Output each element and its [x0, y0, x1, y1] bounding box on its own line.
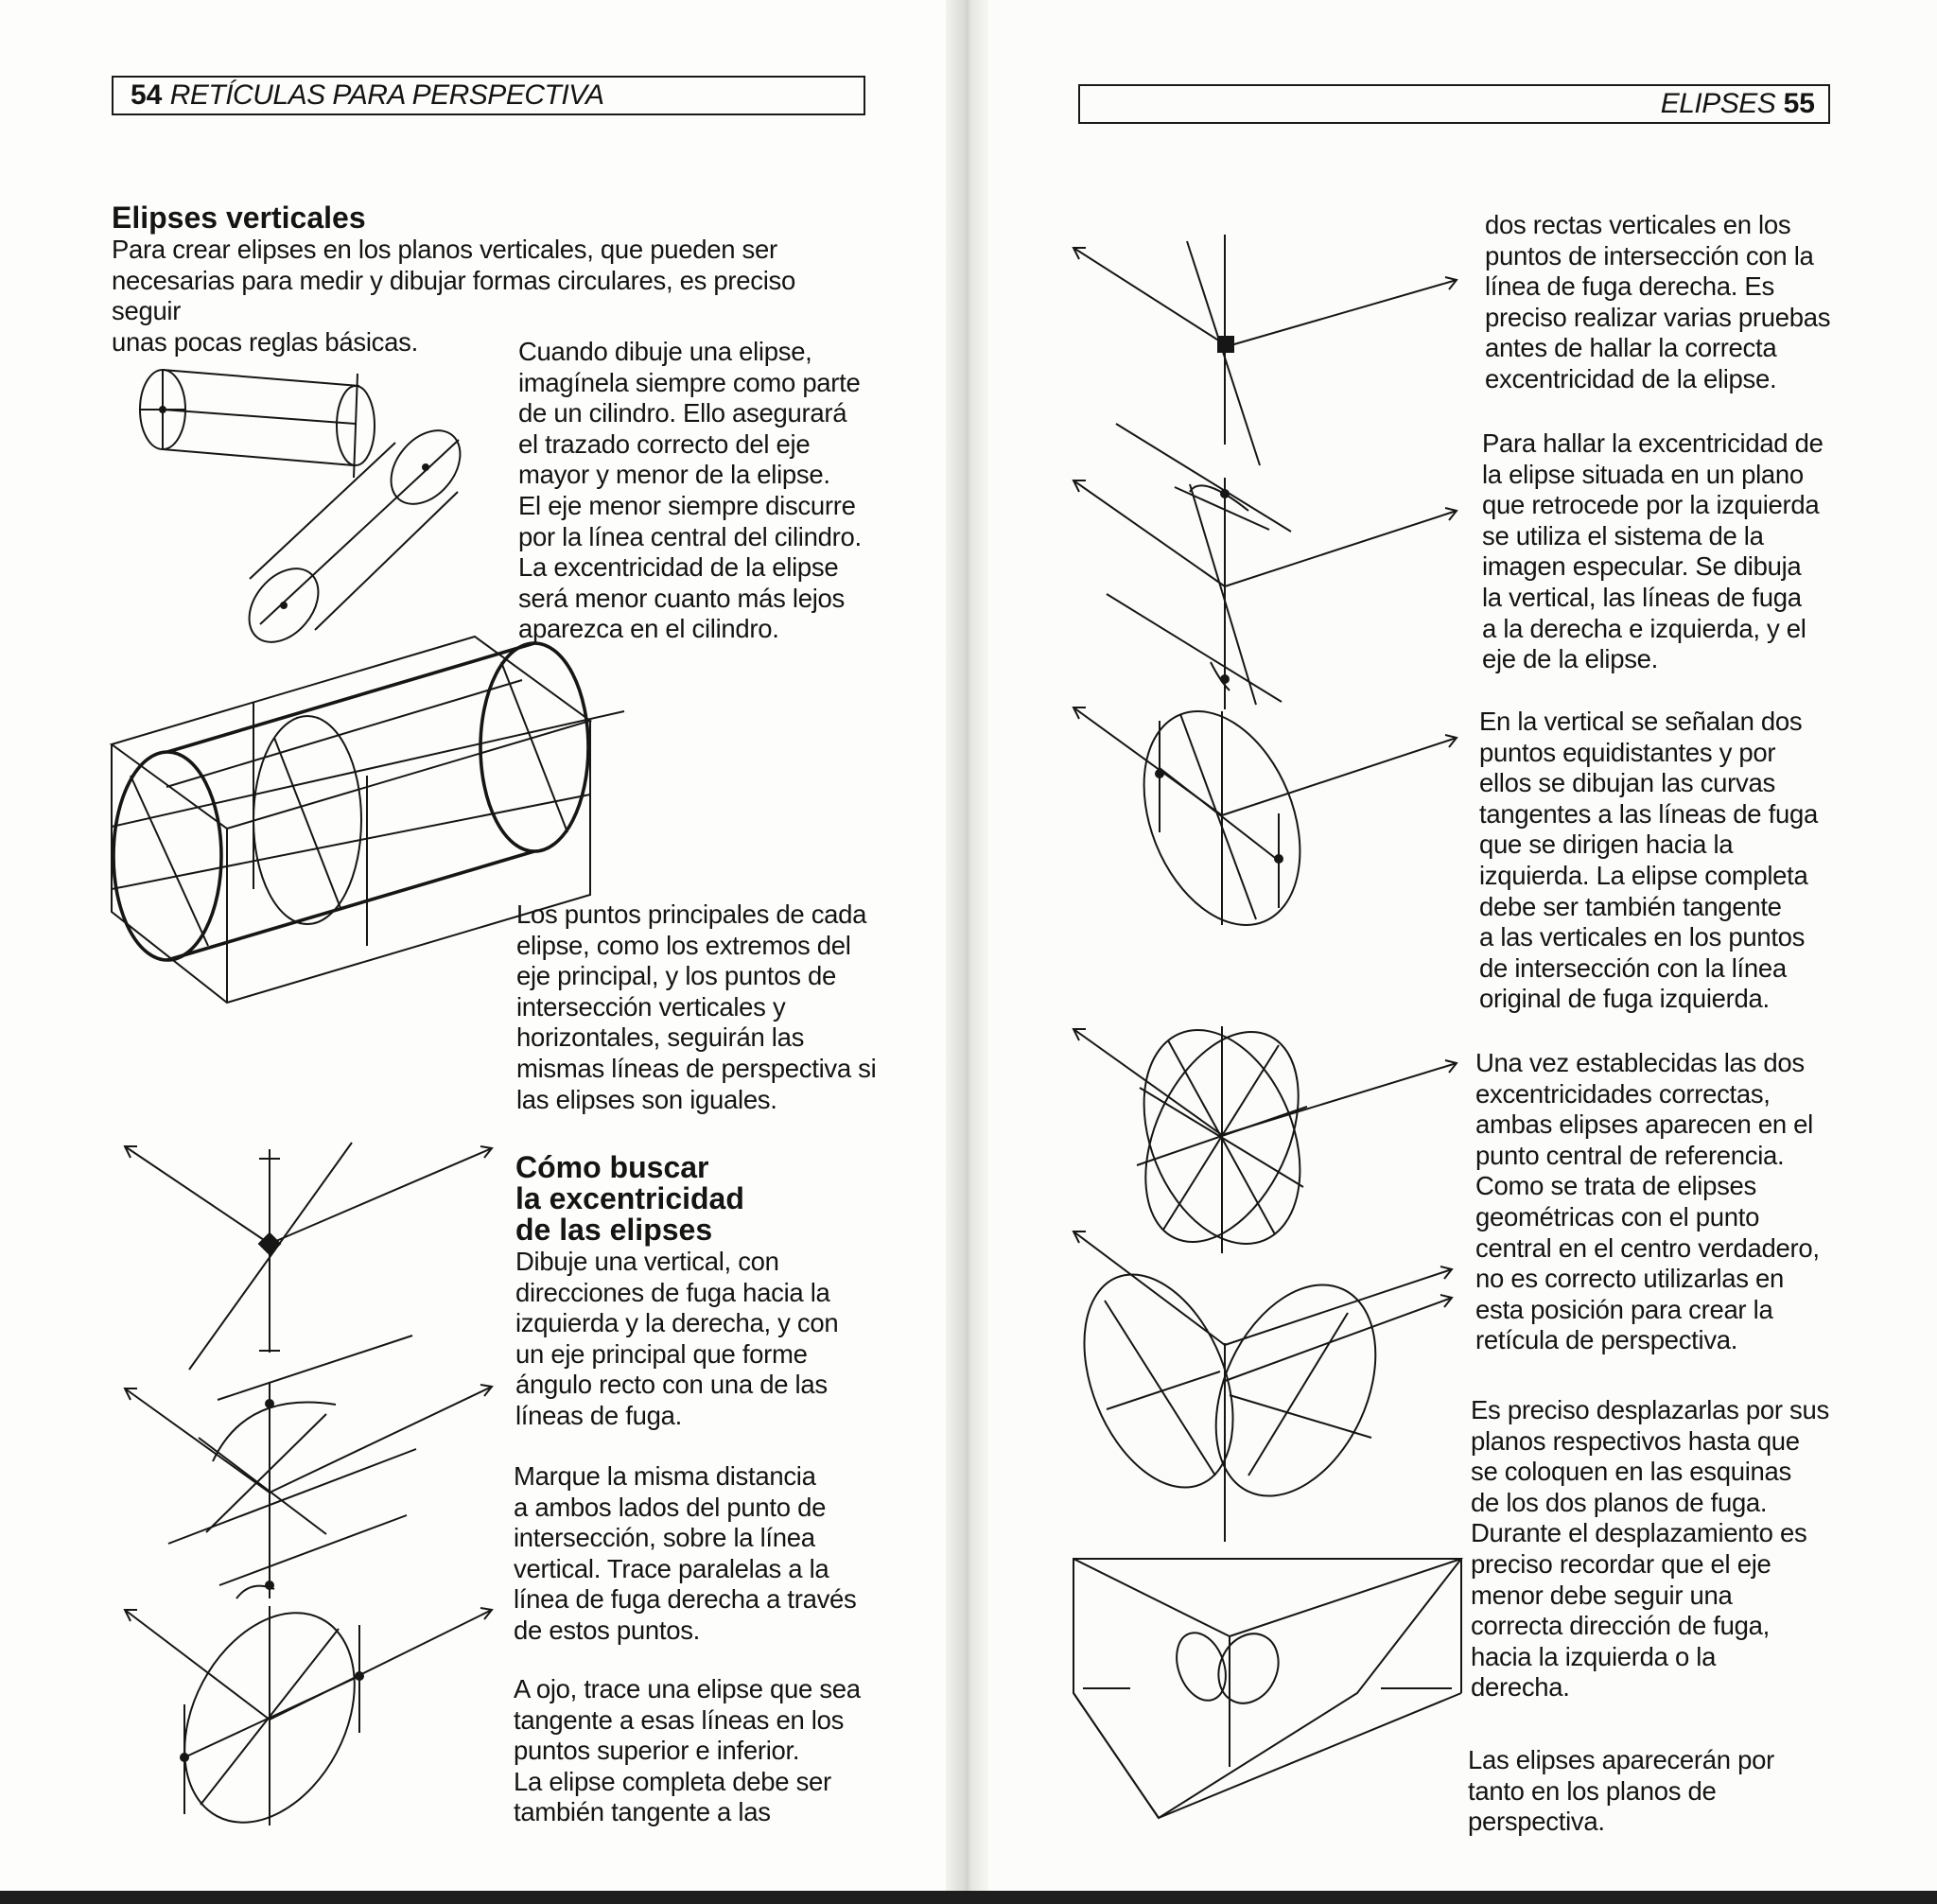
vanishing-lines-step1 — [125, 1143, 492, 1370]
paragraph-draw-vertical: Dibuje una vertical, con direcciones de fuga hacia la izquierda y la derecha, y con un eje principal que forme ángulo recto con una de las líneas de fuga. — [515, 1247, 839, 1430]
paragraph-equidistant-points: En la vertical se señalan dos puntos equidistantes y por ellos se dibujan las curvas tangentes a las líneas de fuga que se dirigen hacia la izquierda. La elipse completa debe ser también tangente a las verticales en los puntos de intersección con la línea original de fuga izquierda. — [1479, 707, 1818, 1014]
paragraph-continuation: dos rectas verticales en los puntos de intersección con la línea de fuga derecha. Es preciso realizar varias pruebas antes de hallar la correcta excentricidad de la elipse. — [1485, 210, 1831, 393]
right-page-number: 55 — [1783, 88, 1815, 119]
paragraph-principal-points: Los puntos principales de cada elipse, como los extremos del eje principal, y los puntos de intersección verticales y horizontales, seguirán las mismas líneas de perspectiva si las elipses son iguales. — [516, 900, 877, 1114]
paragraph-cylinder: Cuando dibuje una elipse, imagínela siempre como parte de un cilindro. Ello asegurará el trazado correcto del eje mayor y menor de la elipse. El eje menor siempre discurre por la línea central del cilindro. La excentricidad de la elipse será menor cuanto más lejos aparezca en el cilindro. — [518, 337, 862, 644]
intro-paragraph: Para crear elipses en los planos verticales, que pueden ser necesarias para medir y dibujar formas circulares, es preciso seguir unas pocas reglas básicas. — [112, 235, 795, 357]
paragraph-mark-distance: Marque la misma distancia a ambos lados del punto de intersección, sobre la línea vertical. Trace paralelas a la línea de fuga derecha a través de estos puntos. — [514, 1461, 857, 1645]
ellipses-displaced — [1056, 1231, 1452, 1542]
vanishing-lines-step3 — [125, 1583, 492, 1851]
right-running-title: ELIPSES — [1660, 88, 1776, 119]
mirror-step2 — [1073, 424, 1457, 709]
small-cylinders-figure — [140, 370, 474, 655]
final-box-ellipses — [1073, 1559, 1461, 1818]
vanishing-lines-step2 — [125, 1336, 492, 1598]
left-page-number: 54 — [131, 79, 163, 111]
paragraph-move-ellipses: Es preciso desplazarlas por sus planos respectivos hasta que se coloquen en las esquinas de los dos planos de fuga. Durante el desplazamiento es preciso recordar que el eje menor debe seguir una correcta dirección de fuga, hacia la izquierda o la derecha. — [1471, 1395, 1829, 1703]
both-ellipses-center — [1073, 1006, 1457, 1266]
paragraph-established-eccentricities: Una vez establecidas las dos excentricidades correctas, ambas elipses aparecen en el punto central de referencia. Como se trata de elipses geométricas con el punto central en el centro verdadero, no es correcto utilizarlas en esta posición para crear la retícula de perspectiva. — [1475, 1048, 1820, 1355]
paragraph-eye-ellipse: A ojo, trace una elipse que sea tangente a esas líneas en los puntos superior e inferior. La elipse completa debe ser también tangente a las — [514, 1674, 861, 1827]
paragraph-mirror-image: Para hallar la excentricidad de la elipse situada en un plano que retrocede por la izquierda se utiliza el sistema de la imagen especular. Se dibuja la vertical, las líneas de fuga a la derecha e izquierda, y el eje de la elipse. — [1482, 428, 1824, 674]
paragraph-final: Las elipses aparecerán por tanto en los planos de perspectiva. — [1468, 1745, 1774, 1837]
bottom-edge — [0, 1891, 1937, 1904]
mirror-step1 — [1073, 235, 1457, 465]
right-page-illustrations — [974, 0, 1937, 1904]
left-running-title: RETÍCULAS PARA PERSPECTIVA — [169, 79, 604, 111]
left-page-illustrations — [0, 0, 960, 1904]
heading-elipses-verticales: Elipses verticales — [112, 201, 366, 235]
mirror-step3 — [1073, 688, 1457, 948]
large-box-cylinder-figure — [112, 637, 624, 1003]
heading-como-buscar: Cómo buscar la excentricidad de las elipses — [515, 1150, 744, 1247]
